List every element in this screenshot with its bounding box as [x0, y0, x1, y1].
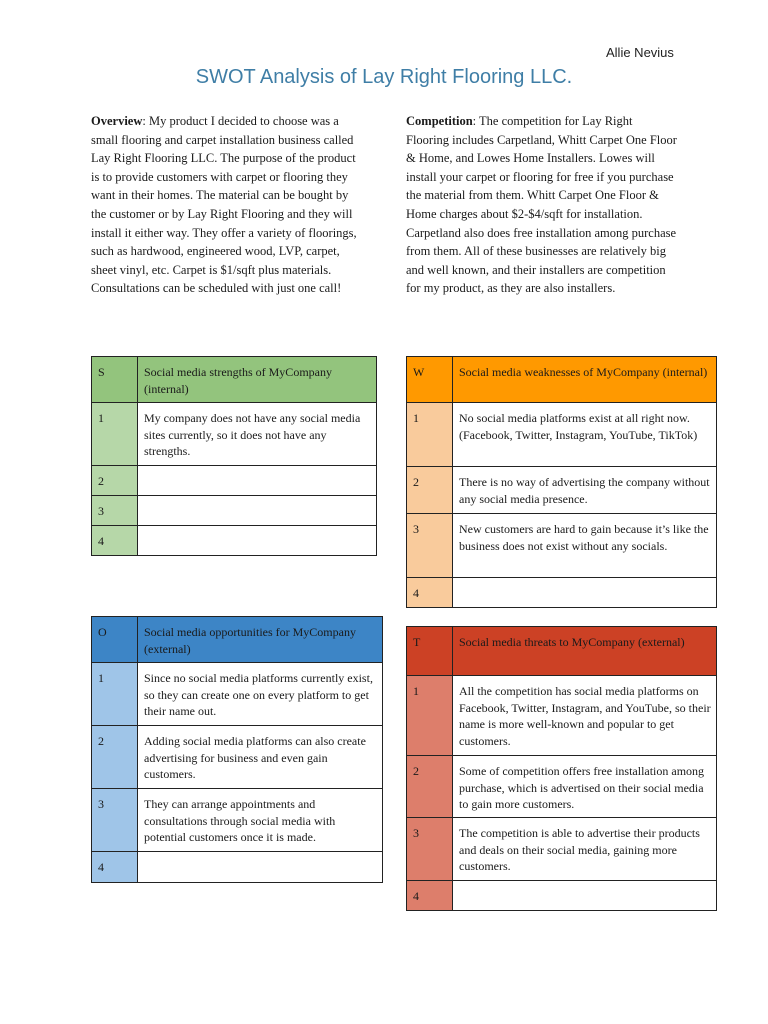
table-row — [407, 756, 717, 818]
row-text: They can arrange appointments and consultations through social media with potential customers once it is made. — [138, 789, 383, 852]
row-text — [138, 496, 377, 526]
row-number: 2 — [407, 467, 453, 514]
author-name: Allie Nevius — [606, 45, 674, 60]
row-text — [138, 852, 383, 883]
row-number: 3 — [92, 496, 138, 526]
table-header-row — [407, 627, 717, 676]
overview-paragraph — [91, 112, 361, 298]
table-row — [407, 818, 717, 881]
table-row — [92, 789, 383, 852]
overview-label: Overview — [91, 114, 143, 128]
row-number: 2 — [407, 756, 453, 818]
table-row — [407, 514, 717, 578]
opportunities-table — [91, 616, 383, 883]
row-number: 1 — [92, 663, 138, 726]
row-text: The competition is able to advertise their products and deals on their social media, gaining more customers. — [453, 818, 717, 881]
row-number: 4 — [92, 852, 138, 883]
opportunities-heading: Social media opportunities for MyCompany (external) — [138, 617, 383, 663]
threats-table — [406, 626, 717, 911]
weaknesses-letter: W — [407, 357, 453, 403]
threats-heading: Social media threats to MyCompany (external) — [453, 627, 717, 676]
row-text: All the competition has social media platforms on Facebook, Twitter, Instagram, and YouTube, so their name is more well-known and popular to get customers. — [453, 676, 717, 756]
row-text: Some of competition offers free installation among purchase, which is advertised on their social media to gain more customers. — [453, 756, 717, 818]
row-number: 4 — [407, 578, 453, 608]
row-number: 1 — [92, 403, 138, 466]
table-row — [407, 881, 717, 911]
table-row — [407, 578, 717, 608]
row-number: 4 — [407, 881, 453, 911]
page-title: SWOT Analysis of Lay Right Flooring LLC. — [195, 66, 573, 88]
competition-paragraph — [406, 112, 678, 298]
overview-text: : My product I decided to choose was a small flooring and carpet installation business called Lay Right Flooring LLC. The purpose of the product is to provide customers with carpet or flooring they want in their homes. The material can be bought by the customer or by Lay Right Flooring and they will install it either way. They offer a variety of floorings, such as hardwood, engineered wood, LVP, carpet, sheet vinyl, etc. Carpet is $1/sqft plus materials. Consultations can be scheduled with just one call! — [91, 114, 357, 296]
row-text: My company does not have any social media sites currently, so it does not have any strengths. — [138, 403, 377, 466]
competition-text: : The competition for Lay Right Flooring includes Carpetland, Whitt Carpet One Floor & Home, and Lowes Home Installers. Lowes will install your carpet or flooring for free if you purchase the material from them. Whitt Carpet One Floor & Home charges about $2-$4/sqft for installation. Carpetland also does free installation among purchase from them. All of these businesses are relatively big and well known, and their installers are competition for my product, as they are also installers. — [406, 114, 677, 296]
row-text: Adding social media platforms can also create advertising for business and even gain customers. — [138, 726, 383, 789]
table-header-row — [92, 617, 383, 663]
table-row — [92, 526, 377, 556]
table-header-row — [92, 357, 377, 403]
row-number: 4 — [92, 526, 138, 556]
table-row — [92, 663, 383, 726]
row-number: 3 — [407, 818, 453, 881]
table-row — [92, 852, 383, 883]
table-row — [92, 466, 377, 496]
strengths-heading: Social media strengths of MyCompany (internal) — [138, 357, 377, 403]
row-text: There is no way of advertising the company without any social media presence. — [453, 467, 717, 514]
row-number: 2 — [92, 726, 138, 789]
row-text: New customers are hard to gain because it’s like the business does not exist without any socials. — [453, 514, 717, 578]
table-header-row — [407, 357, 717, 403]
table-row — [407, 676, 717, 756]
row-text — [138, 466, 377, 496]
row-text — [138, 526, 377, 556]
table-row — [407, 403, 717, 467]
table-row — [407, 467, 717, 514]
row-number: 3 — [92, 789, 138, 852]
row-number: 3 — [407, 514, 453, 578]
weaknesses-table — [406, 356, 717, 608]
competition-label: Competition — [406, 114, 473, 128]
table-row — [92, 496, 377, 526]
strengths-table — [91, 356, 377, 556]
table-row — [92, 726, 383, 789]
row-text — [453, 578, 717, 608]
row-text — [453, 881, 717, 911]
row-number: 2 — [92, 466, 138, 496]
opportunities-letter: O — [92, 617, 138, 663]
strengths-letter: S — [92, 357, 138, 403]
weaknesses-heading: Social media weaknesses of MyCompany (internal) — [453, 357, 717, 403]
row-text: Since no social media platforms currently exist, so they can create one on every platform to get their name out. — [138, 663, 383, 726]
row-number: 1 — [407, 676, 453, 756]
table-row — [92, 403, 377, 466]
threats-letter: T — [407, 627, 453, 676]
row-text: No social media platforms exist at all right now. (Facebook, Twitter, Instagram, YouTube, TikTok) — [453, 403, 717, 467]
row-number: 1 — [407, 403, 453, 467]
